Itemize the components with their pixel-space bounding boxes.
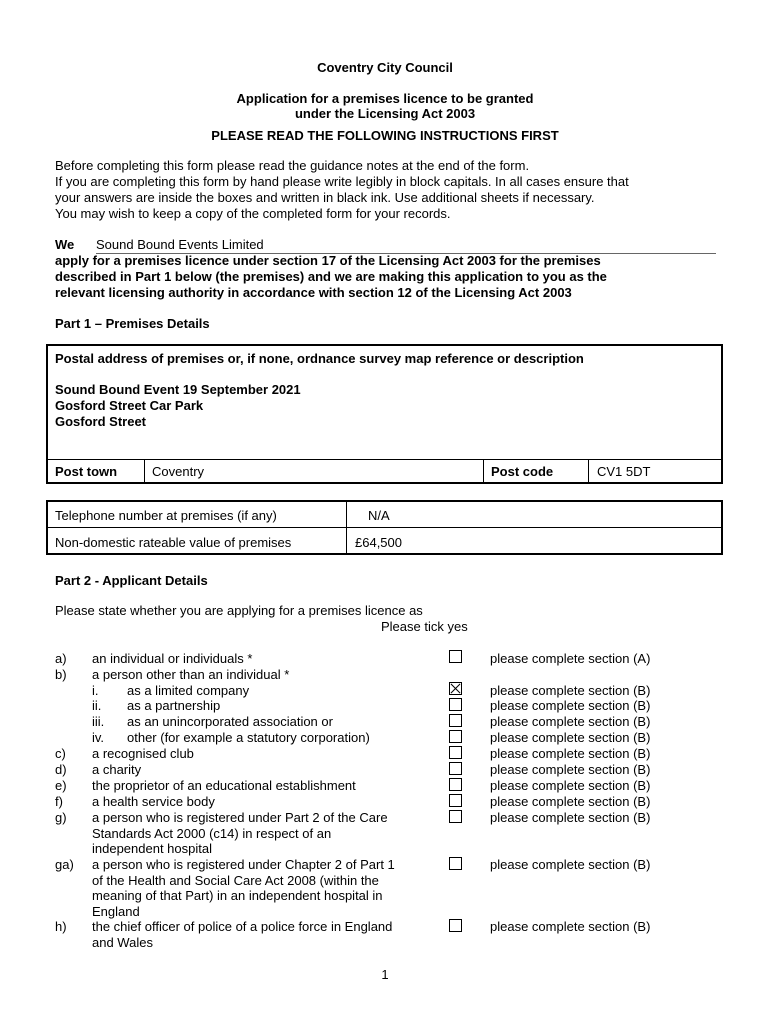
option-text: a person who is registered under Chapter 2 of Part 1 [92, 857, 395, 872]
section-instruction: please complete section (B) [490, 714, 651, 729]
we-label: We [55, 237, 75, 252]
option-text: meaning of that Part) in an independent hospital in [92, 888, 383, 903]
section-instruction: please complete section (B) [490, 919, 651, 934]
option-label: iii. [92, 714, 105, 729]
intro-line: You may wish to keep a copy of the completed form for your records. [55, 206, 451, 221]
part2-prompt: Please state whether you are applying for a premises licence as [55, 603, 423, 618]
intro-line: If you are completing this form by hand please write legibly in block capitals. In all cases ensure that [55, 174, 629, 189]
post-code-field[interactable]: CV1 5DT [597, 464, 651, 479]
instructions-heading: PLEASE READ THE FOLLOWING INSTRUCTIONS FIRST [211, 128, 559, 143]
post-town-label: Post town [55, 464, 118, 479]
option-text: a charity [92, 762, 142, 777]
telephone-label: Telephone number at premises (if any) [55, 508, 277, 523]
checkbox-health-service-body[interactable] [449, 794, 462, 807]
section-instruction: please complete section (B) [490, 778, 651, 793]
option-text: of the Health and Social Care Act 2008 (within the [92, 873, 379, 888]
option-label: c) [55, 746, 66, 761]
statement-line: described in Part 1 below (the premises) and we are making this application to you as the [55, 269, 607, 284]
option-text: the proprietor of an educational establishment [92, 778, 356, 793]
applicant-name-field[interactable]: Sound Bound Events Limited [96, 237, 716, 254]
section-instruction: please complete section (B) [490, 746, 651, 761]
option-text: as a partnership [127, 698, 221, 713]
address-line[interactable]: Gosford Street [55, 414, 147, 429]
part1-heading: Part 1 – Premises Details [55, 316, 210, 331]
section-instruction: please complete section (B) [490, 794, 651, 809]
checkbox-care-standards-hospital[interactable] [449, 810, 462, 823]
section-instruction: please complete section (B) [490, 683, 651, 698]
section-instruction: please complete section (A) [490, 651, 651, 666]
section-instruction: please complete section (B) [490, 810, 651, 825]
address-line[interactable]: Gosford Street Car Park [55, 398, 204, 413]
option-label: a) [55, 651, 67, 666]
option-text: as an unincorporated association or [127, 714, 333, 729]
option-text: Standards Act 2000 (c14) in respect of an [92, 826, 332, 841]
checkbox-educational-establishment[interactable] [449, 778, 462, 791]
part2-heading: Part 2 - Applicant Details [55, 573, 208, 588]
option-label: f) [55, 794, 63, 809]
checkbox-limited-company[interactable] [449, 682, 462, 695]
option-label: ga) [55, 857, 74, 872]
option-text: an individual or individuals * [92, 651, 253, 666]
option-text: independent hospital [92, 841, 212, 856]
post-town-field[interactable]: Coventry [152, 464, 205, 479]
option-label: d) [55, 762, 67, 777]
option-text: England [92, 904, 140, 919]
option-label: e) [55, 778, 67, 793]
option-label: i. [92, 683, 99, 698]
statement-line: relevant licensing authority in accordance with section 12 of the Licensing Act 2003 [55, 285, 572, 300]
divider [483, 459, 484, 483]
checkbox-partnership[interactable] [449, 698, 462, 711]
divider [47, 527, 722, 528]
option-text: a health service body [92, 794, 215, 809]
option-text: a person other than an individual * [92, 667, 290, 682]
checkbox-other-body[interactable] [449, 730, 462, 743]
option-text: a person who is registered under Part 2 of the Care [92, 810, 388, 825]
statement-line: apply for a premises licence under section 17 of the Licensing Act 2003 for the premises [55, 253, 601, 268]
address-line[interactable]: Sound Bound Event 19 September 2021 [55, 382, 301, 397]
option-label: b) [55, 667, 67, 682]
option-label: g) [55, 810, 67, 825]
address-label: Postal address of premises or, if none, ordnance survey map reference or description [55, 351, 584, 366]
option-text: the chief officer of police of a police force in England [92, 919, 393, 934]
section-instruction: please complete section (B) [490, 762, 651, 777]
section-instruction: please complete section (B) [490, 730, 651, 745]
rateable-value-label: Non-domestic rateable value of premises [55, 535, 292, 550]
checkbox-health-social-care-hospital[interactable] [449, 857, 462, 870]
telephone-field[interactable]: N/A [368, 508, 390, 523]
tick-yes-label: Please tick yes [381, 619, 468, 634]
page-number: 1 [381, 967, 389, 982]
form-title-line2: under the Licensing Act 2003 [294, 106, 476, 121]
intro-line: your answers are inside the boxes and written in black ink. Use additional sheets if necessary. [55, 190, 595, 205]
checkbox-chief-officer-police[interactable] [449, 919, 462, 932]
option-text: as a limited company [127, 683, 250, 698]
option-label: h) [55, 919, 67, 934]
checkbox-charity[interactable] [449, 762, 462, 775]
intro-line: Before completing this form please read the guidance notes at the end of the form. [55, 158, 530, 173]
section-instruction: please complete section (B) [490, 857, 651, 872]
option-text: a recognised club [92, 746, 194, 761]
section-instruction: please complete section (B) [490, 698, 651, 713]
rateable-value-field[interactable]: £64,500 [355, 535, 402, 550]
checkbox-recognised-club[interactable] [449, 746, 462, 759]
divider [346, 501, 347, 554]
checkbox-individual[interactable] [449, 650, 462, 663]
option-label: ii. [92, 698, 102, 713]
divider [144, 459, 145, 483]
post-code-label: Post code [491, 464, 554, 479]
option-label: iv. [92, 730, 105, 745]
form-title-line1: Application for a premises licence to be granted [236, 91, 534, 106]
checkbox-unincorporated-association[interactable] [449, 714, 462, 727]
council-name: Coventry City Council [317, 60, 453, 75]
divider [47, 459, 722, 460]
divider [588, 459, 589, 483]
option-text: other (for example a statutory corporation) [127, 730, 370, 745]
option-text: and Wales [92, 935, 153, 950]
